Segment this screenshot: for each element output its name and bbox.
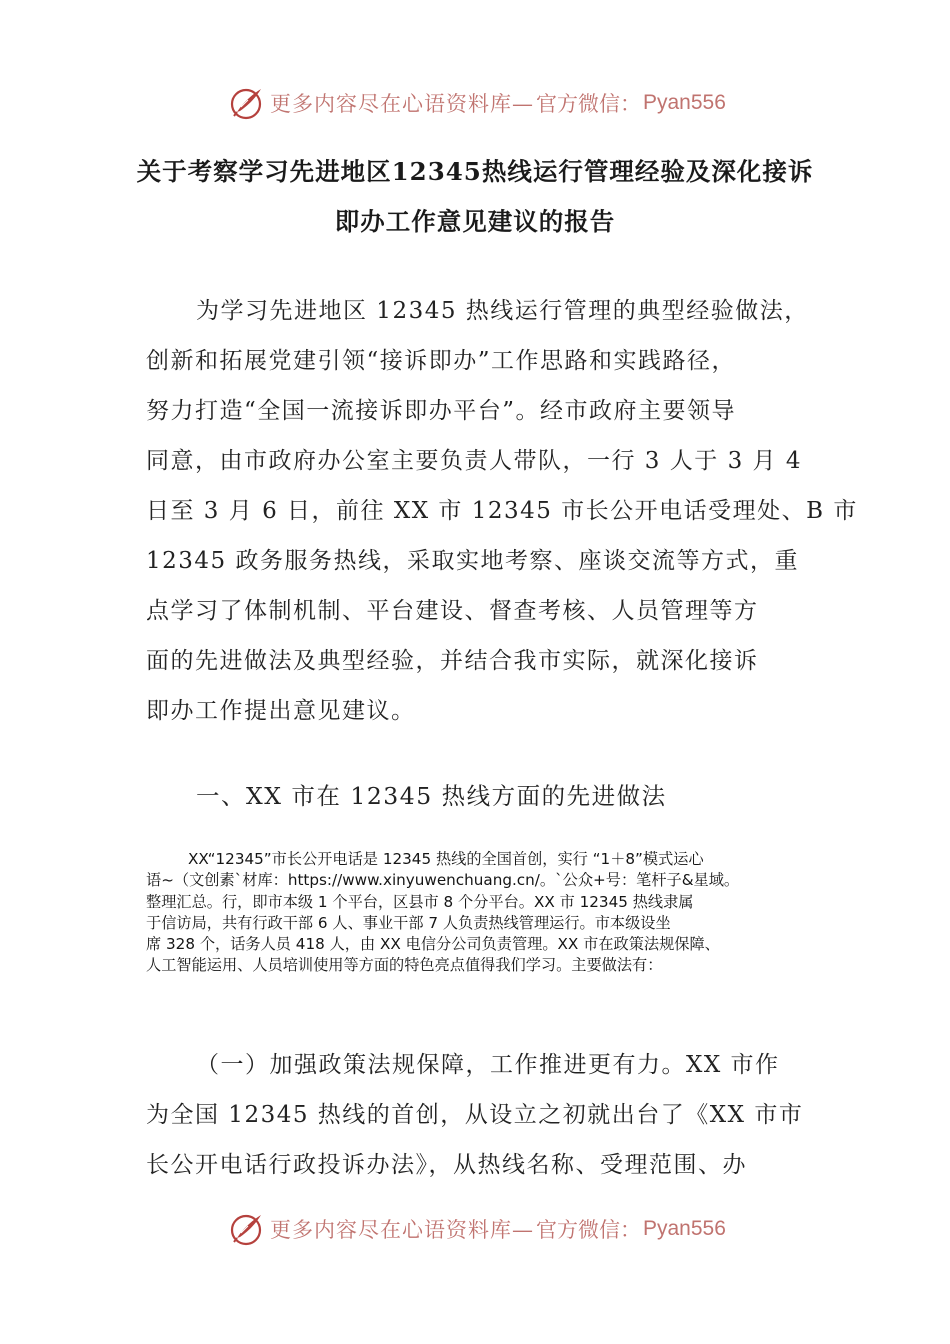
- small-paragraph-line: 语~（文创素`材库：https://www.xinyuwenchuang.cn/。`公众+号：笔杆子&星域。: [146, 871, 740, 890]
- intro-line: 同意，由市政府办公室主要负责人带队，一行 3 人于 3 月 4: [146, 448, 802, 474]
- intro-line: 为学习先进地区 12345 热线运行管理的典型经验做法，: [196, 298, 809, 324]
- header-banner: [228, 83, 726, 123]
- intro-line: 面的先进做法及典型经验，并结合我市实际，就深化接诉: [146, 648, 759, 674]
- quill-logo-icon: [228, 85, 264, 121]
- banner-text: 更多内容尽在心语资料库—: [270, 1218, 534, 1242]
- quill-logo-icon: [228, 1211, 264, 1247]
- small-paragraph-line: 于信访局，共有行政干部 6 人、事业干部 7 人负责热线管理运行。市本级设坐: [146, 913, 671, 932]
- small-paragraph-line: 人工智能运用、人员培训使用等方面的特色亮点值得我们学习。主要做法有：: [146, 956, 663, 975]
- document-title-line-2: 即办工作意见建议的报告: [334, 207, 616, 236]
- intro-line: 点学习了体制机制、平台建设、督查考核、人员管理等方: [146, 598, 759, 624]
- banner-wechat-label: 官方微信：: [536, 92, 641, 116]
- subsection-line: 长公开电话行政投诉办法》，从热线名称、受理范围、办: [146, 1152, 747, 1178]
- footer-banner: [228, 1209, 726, 1249]
- small-paragraph-line: 整理汇总。行，即市本级 1 个平台，区县市 8 个分平台。XX 市 12345 热线隶属: [146, 892, 694, 911]
- banner-text: 更多内容尽在心语资料库—: [270, 92, 534, 116]
- banner-wechat-id: Pyan556: [643, 1217, 726, 1240]
- banner-wechat-id: Pyan556: [643, 91, 726, 114]
- intro-line: 日至 3 月 6 日，前往 XX 市 12345 市长公开电话受理处、B 市: [146, 498, 858, 524]
- banner-wechat-label: 官方微信：: [536, 1218, 641, 1242]
- section-heading: 一、XX 市在 12345 热线方面的先进做法: [196, 782, 667, 810]
- small-paragraph-line: XX“12345”市长公开电话是 12345 热线的全国首创，实行 “1＋8”模式运心: [188, 850, 704, 868]
- small-paragraph-line: 席 328 个，话务人员 418 人，由 XX 电信分公司负责管理。XX 市在政策法规保障、: [146, 935, 720, 954]
- intro-line: 创新和拓展党建引领“接诉即办”工作思路和实践路径，: [146, 348, 737, 374]
- intro-line: 努力打造“全国一流接诉即办平台”。经市政府主要领导: [146, 398, 737, 424]
- intro-line: 12345 政务服务热线，采取实地考察、座谈交流等方式，重: [146, 548, 799, 574]
- subsection-line: （一）加强政策法规保障，工作推进更有力。XX 市作: [196, 1052, 780, 1078]
- subsection-line: 为全国 12345 热线的首创，从设立之初就出台了《XX 市市: [146, 1102, 804, 1128]
- intro-line: 即办工作提出意见建议。: [146, 698, 416, 724]
- small-paragraph: [146, 849, 826, 977]
- document-title-line-1: 关于考察学习先进地区12345热线运行管理经验及深化接诉: [136, 157, 814, 186]
